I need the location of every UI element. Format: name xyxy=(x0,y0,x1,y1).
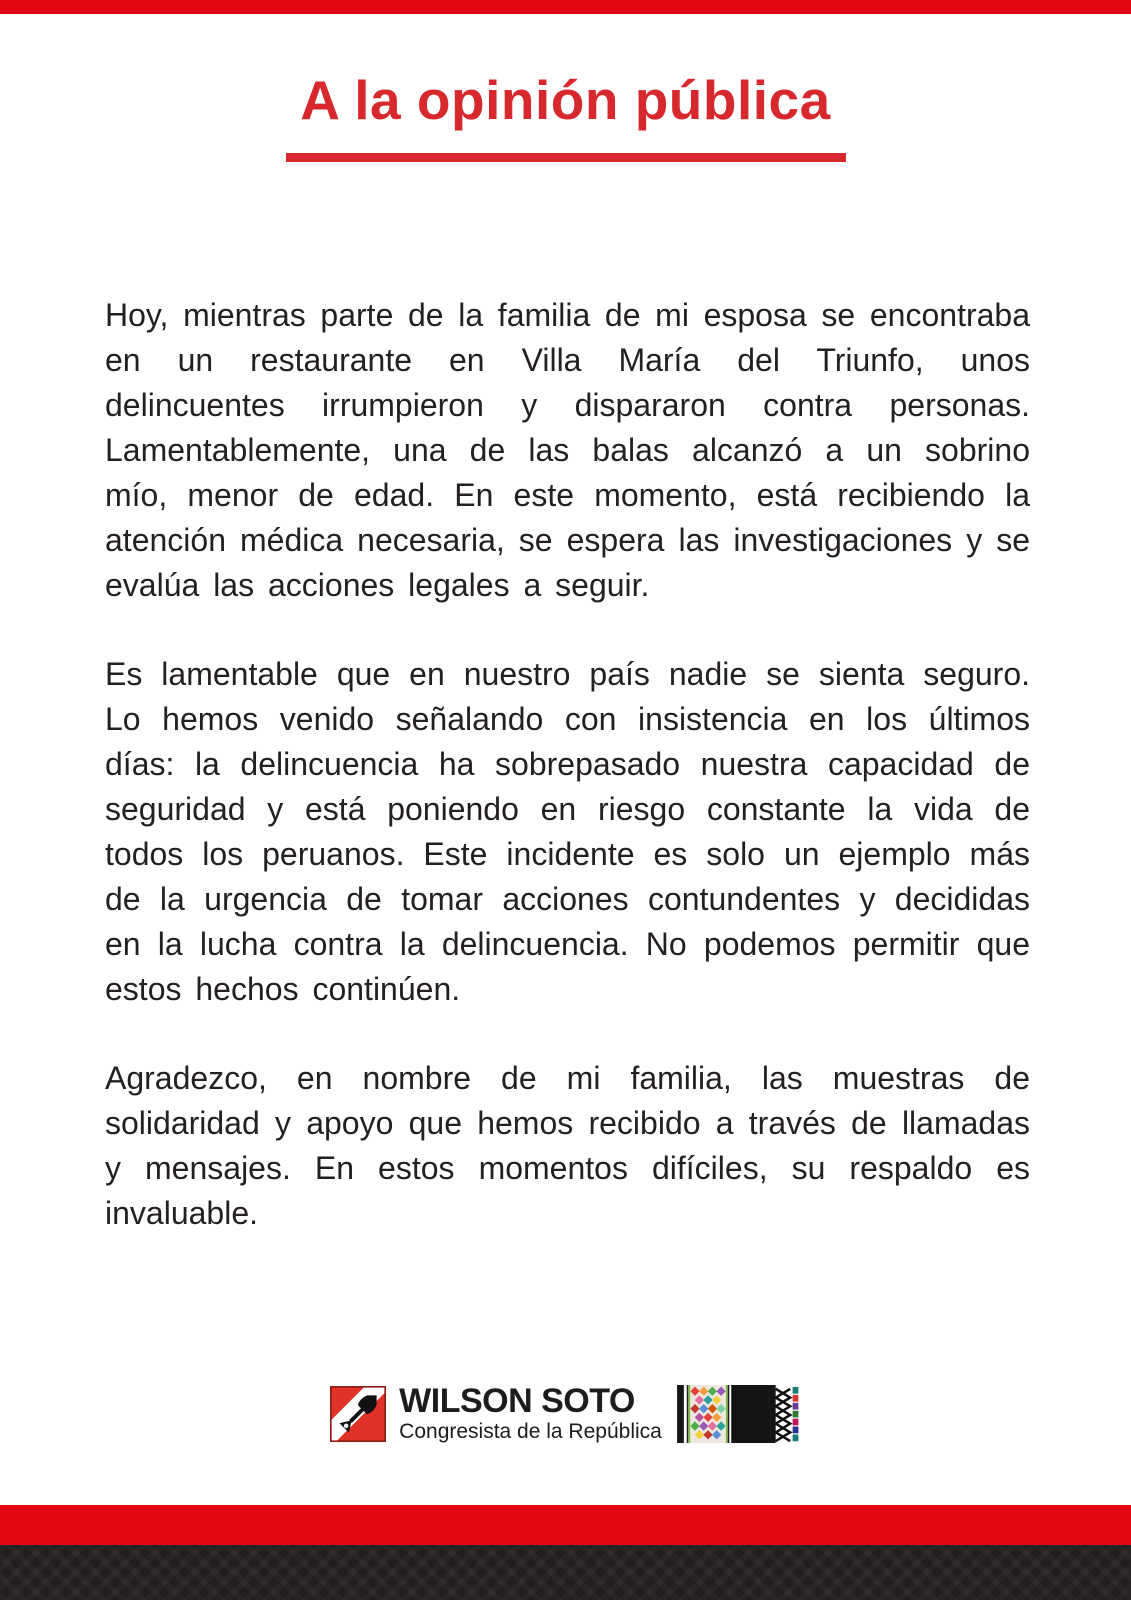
shovel-icon xyxy=(330,1386,386,1442)
title-underline xyxy=(286,153,846,162)
logo-subtitle: Congresista de la República xyxy=(399,1420,662,1444)
paragraph-2: Es lamentable que en nuestro país nadie se sienta seguro. Lo hemos venido señalando con insistencia en los últimos días: la delincuencia ha sobrepasado nuestra capacidad de seguridad y está poniendo en riesgo constante la vida de todos los peruanos. Este incidente es solo un ejemplo más de la urgencia de tomar acciones contundentes y decididas en la lucha contra la delincuencia. No podemos permitir que estos hechos continúen. xyxy=(105,655,1030,1007)
page-title: A la opinión pública xyxy=(300,69,831,131)
congressman-logo xyxy=(0,1384,1131,1444)
logo-text xyxy=(399,1384,662,1443)
paragraph-3: Agradezco, en nombre de mi familia, las muestras de solidaridad y apoyo que hemos recibido a través de llamadas y mensajes. En estos momentos difíciles, su respaldo es invaluable. xyxy=(105,1059,1030,1231)
footer-red-bar xyxy=(0,1505,1131,1545)
statement-body xyxy=(105,293,1030,1236)
header xyxy=(0,0,1131,162)
footer-black-bar xyxy=(0,1545,1131,1600)
logo-name: WILSON SOTO xyxy=(399,1382,635,1421)
paragraph-1: Hoy, mientras parte de la familia de mi esposa se encontraba en un restaurante en Villa María del Triunfo, unos delincuentes irrumpieron y dispararon contra personas. Lamentablemente, una de las balas alcanzó a un sobrino mío, menor de edad. En este momento, está recibiendo la atención médica necesaria, se espera las investigaciones y se evalúa las acciones legales a seguir. xyxy=(105,296,1030,603)
top-red-bar xyxy=(0,0,1131,14)
andean-textile-icon xyxy=(675,1385,801,1443)
